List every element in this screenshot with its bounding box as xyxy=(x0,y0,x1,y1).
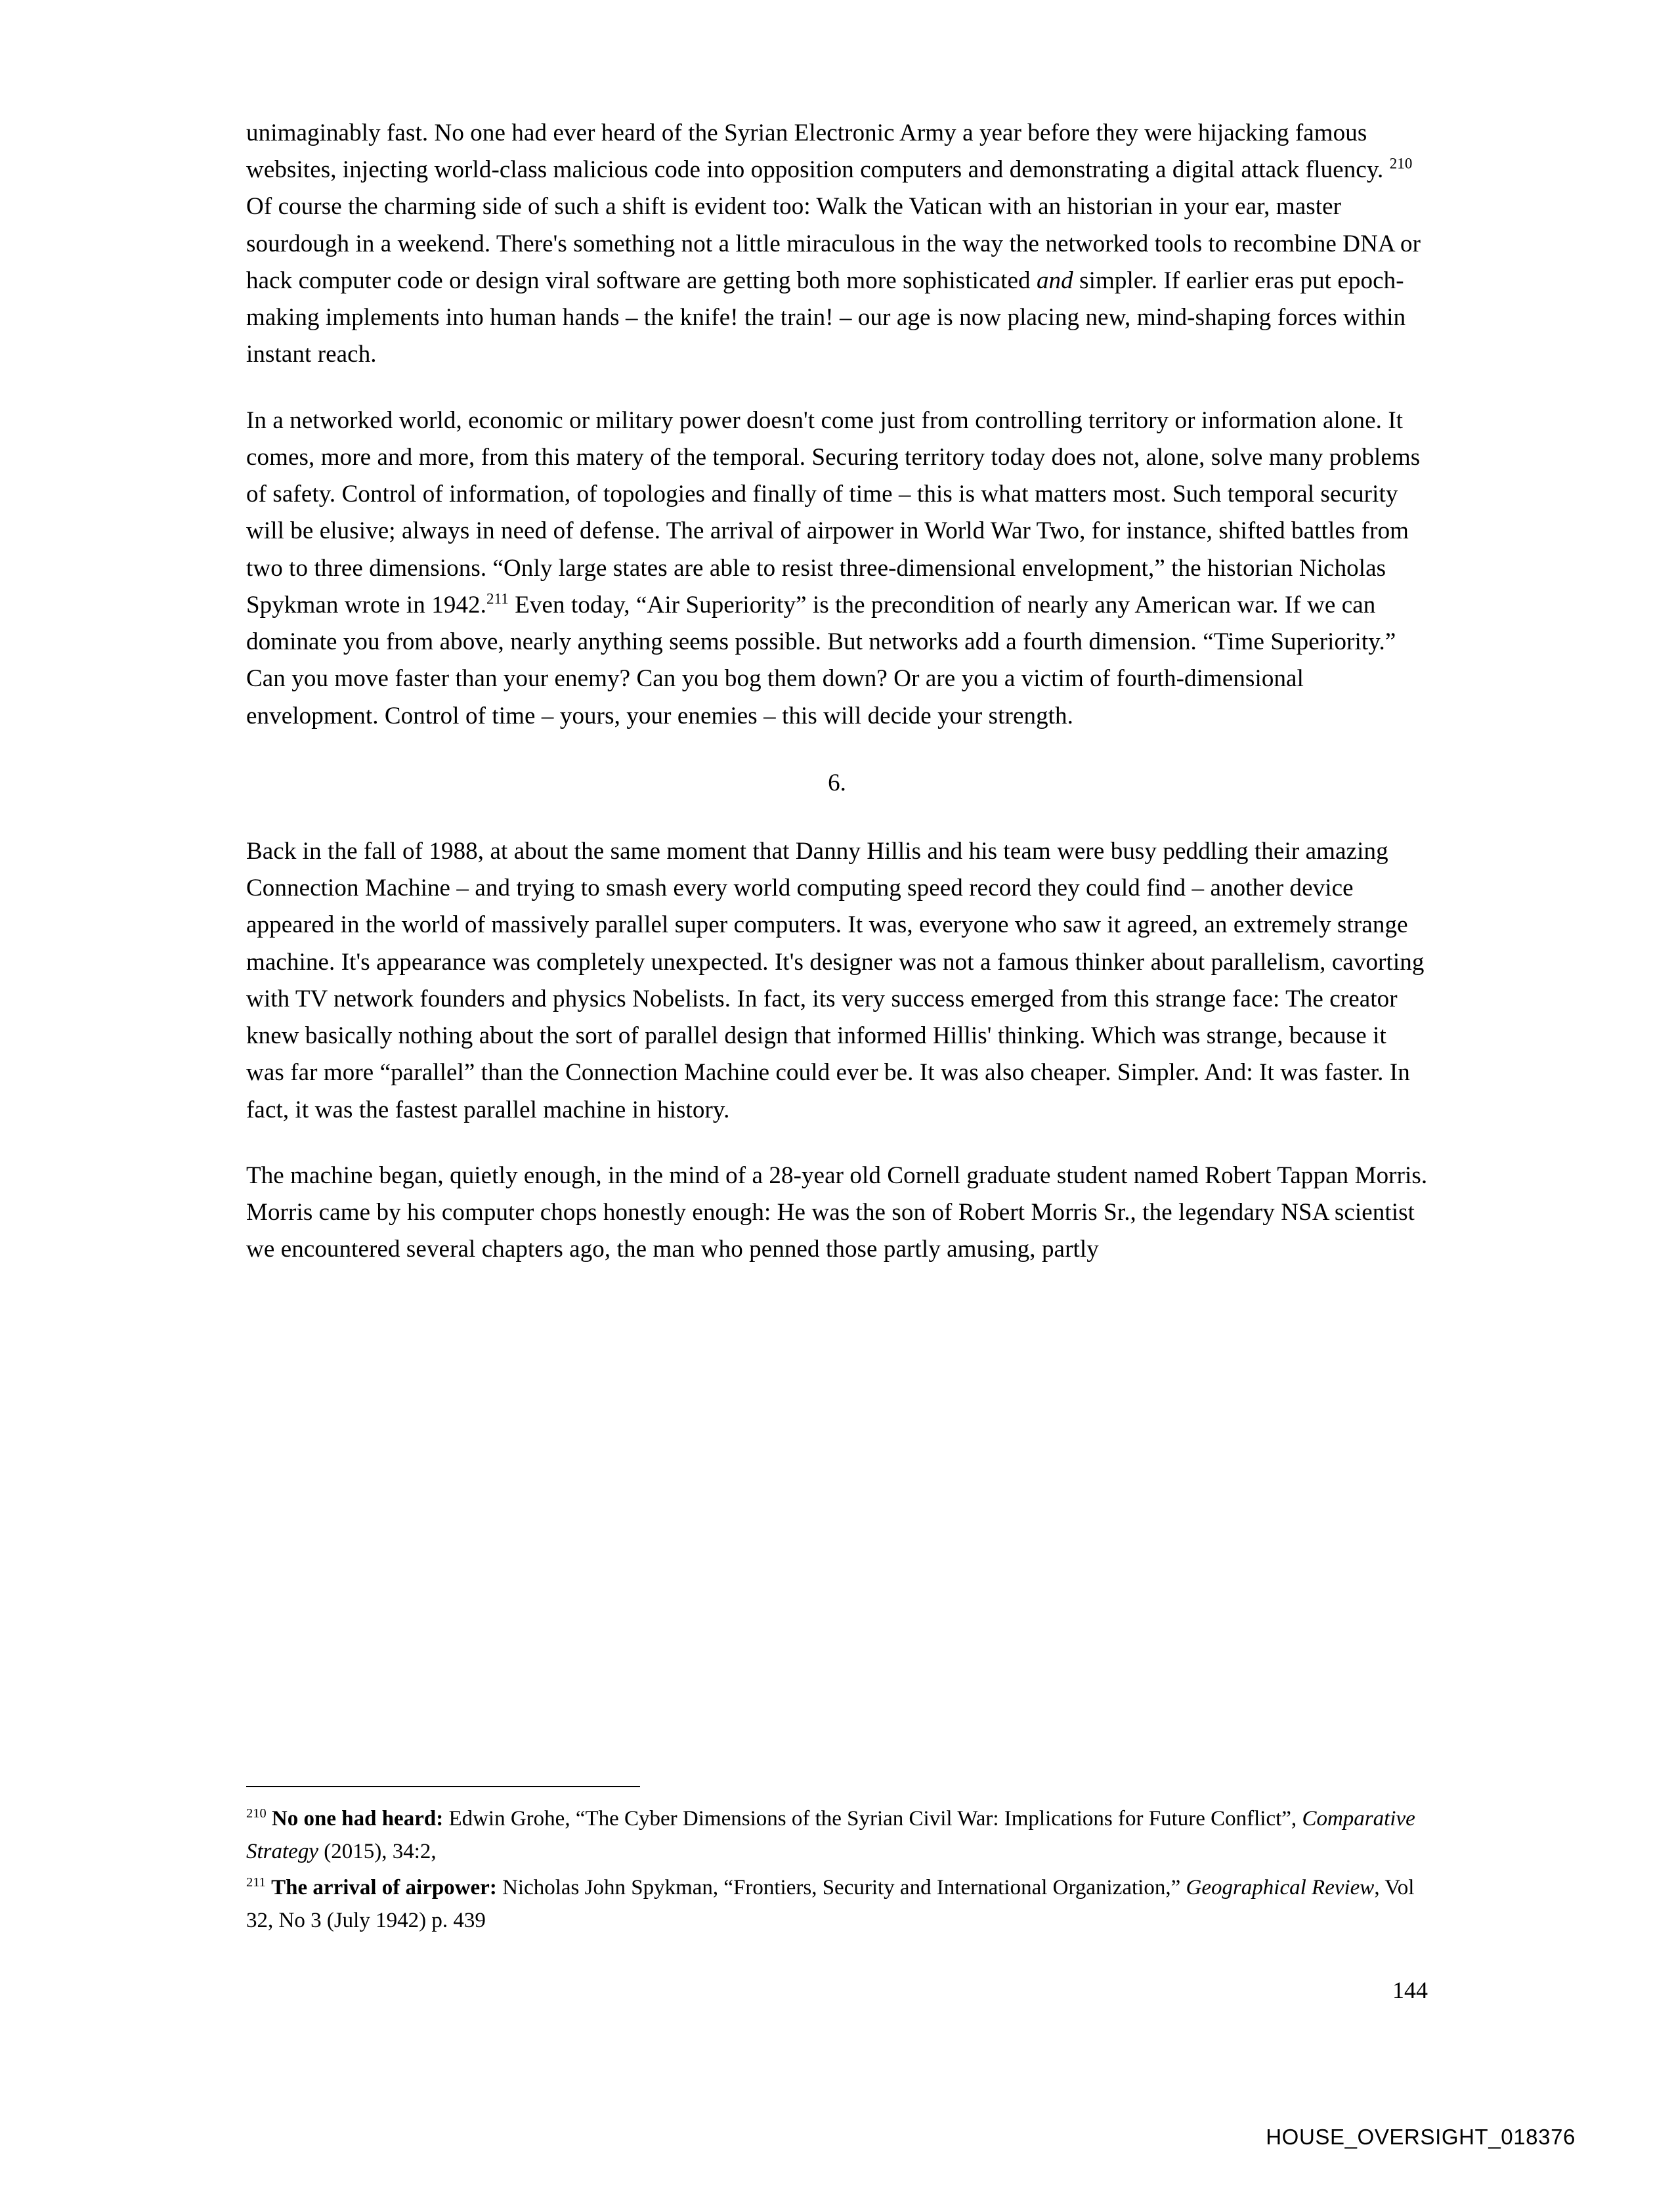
paragraph-3: Back in the fall of 1988, at about the same moment that Danny Hillis and his team were busy peddling their amazing Connection Machine – and trying to smash every world computing speed record they could find – another device appeared in the world of massively parallel super computers. It was, everyone who saw it agreed, an extremely strange machine. It's appearance was completely unexpected. It's designer was not a famous thinker about parallelism, cavorting with TV network founders and physics Nobelists. In fact, its very success emerged from this strange face: The creator knew basically nothing about the sort of parallel design that informed Hillis' thinking. Which was strange, because it was far more “parallel” than the Connection Machine could ever be. It was also cheaper. Simpler. And: It was faster. In fact, it was the fastest parallel machine in history. xyxy=(246,837,1425,1123)
footnote-ref-211: 211 xyxy=(486,590,509,607)
footnote-ref-210: 210 xyxy=(1389,155,1413,172)
footnote-210-lemma: No one had heard: xyxy=(271,1807,444,1831)
paragraph-1-emphasis: and xyxy=(1036,267,1073,294)
footnote-211 xyxy=(246,1872,1428,1937)
footnote-210-marker: 210 xyxy=(246,1806,267,1821)
footnote-divider xyxy=(246,1786,640,1787)
paragraph-2-text-a: In a networked world, economic or military power doesn't come just from controlling territory or information alone. It comes, more and more, from this matery of the temporal. Securing territory today does not, alone, solve many problems of safety. Control of information, of topologies and finally of time – this is what matters most. Such temporal security will be elusive; always in need of defense. The arrival of airpower in World War Two, for instance, shifted battles from two to three dimensions. “Only large states are able to resist three-dimensional envelopment,” the historian Nicholas Spykman wrote in 1942. xyxy=(246,406,1421,618)
section-number: 6. xyxy=(828,769,846,796)
footnote-210-italic: Comparative Strategy xyxy=(246,1807,1415,1863)
footnote-210-text-b: (2015), 34:2, xyxy=(318,1839,437,1863)
footnote-211-italic: Geographical Review xyxy=(1186,1876,1375,1899)
footnote-210 xyxy=(246,1803,1428,1868)
footnote-211-text-a: Nicholas John Spykman, “Frontiers, Security and International Organization,” xyxy=(496,1876,1186,1899)
paragraph-1-text-a: unimaginably fast. No one had ever heard of the Syrian Electronic Army a year before they were hijacking famous websites, injecting world-class malicious code into opposition computers and demonstrating a digital attack fluency. xyxy=(246,119,1390,184)
footnote-210-text-a: Edwin Grohe, “The Cyber Dimensions of the Syrian Civil War: Implications for Future Conflict”, xyxy=(443,1807,1302,1831)
paragraph-2 xyxy=(246,402,1428,735)
paragraph-1-text-b: Of course the charming side of such a shift is evident too: Walk the Vatican with an historian in your ear, master sourdough in a weekend. There's something not a little miraculous in the way the networked tools to recombine DNA or hack computer code or design viral software are getting both more sophisticated xyxy=(246,193,1421,294)
paragraph-2-text-b: Even today, “Air Superiority” is the precondition of nearly any American war. If we can dominate you from above, nearly anything seems possible. But networks add a fourth dimension. “Time Superiority.” Can you move faster than your enemy? Can you bog them down? Or are you a victim of fourth-dimensional envelopment. Control of time – yours, your enemies – this will decide your strength. xyxy=(246,591,1396,729)
bates-stamp: HOUSE_OVERSIGHT_018376 xyxy=(1266,2125,1576,2149)
paragraph-1-text-c: simpler. If earlier eras put epoch-making implements into human hands – the knife! the train! – our age is now placing new, mind-shaping forces within instant reach. xyxy=(246,267,1406,368)
paragraph-1 xyxy=(246,115,1428,374)
page-body xyxy=(246,115,1428,1269)
footnote-section xyxy=(246,1786,1428,1941)
footnote-211-text-b: , Vol 32, No 3 (July 1942) p. 439 xyxy=(246,1876,1415,1932)
footnote-211-marker: 211 xyxy=(246,1875,266,1890)
footnote-211-lemma: The arrival of airpower: xyxy=(271,1876,497,1899)
page-number: 144 xyxy=(1392,1977,1428,2003)
paragraph-4: The machine began, quietly enough, in the mind of a 28-year old Cornell graduate student named Robert Tappan Morris. Morris came by his computer chops honestly enough: He was the son of Robert Morris Sr., the legendary NSA scientist we encountered several chapters ago, the man who penned those partly amusing, partly xyxy=(246,1161,1428,1263)
